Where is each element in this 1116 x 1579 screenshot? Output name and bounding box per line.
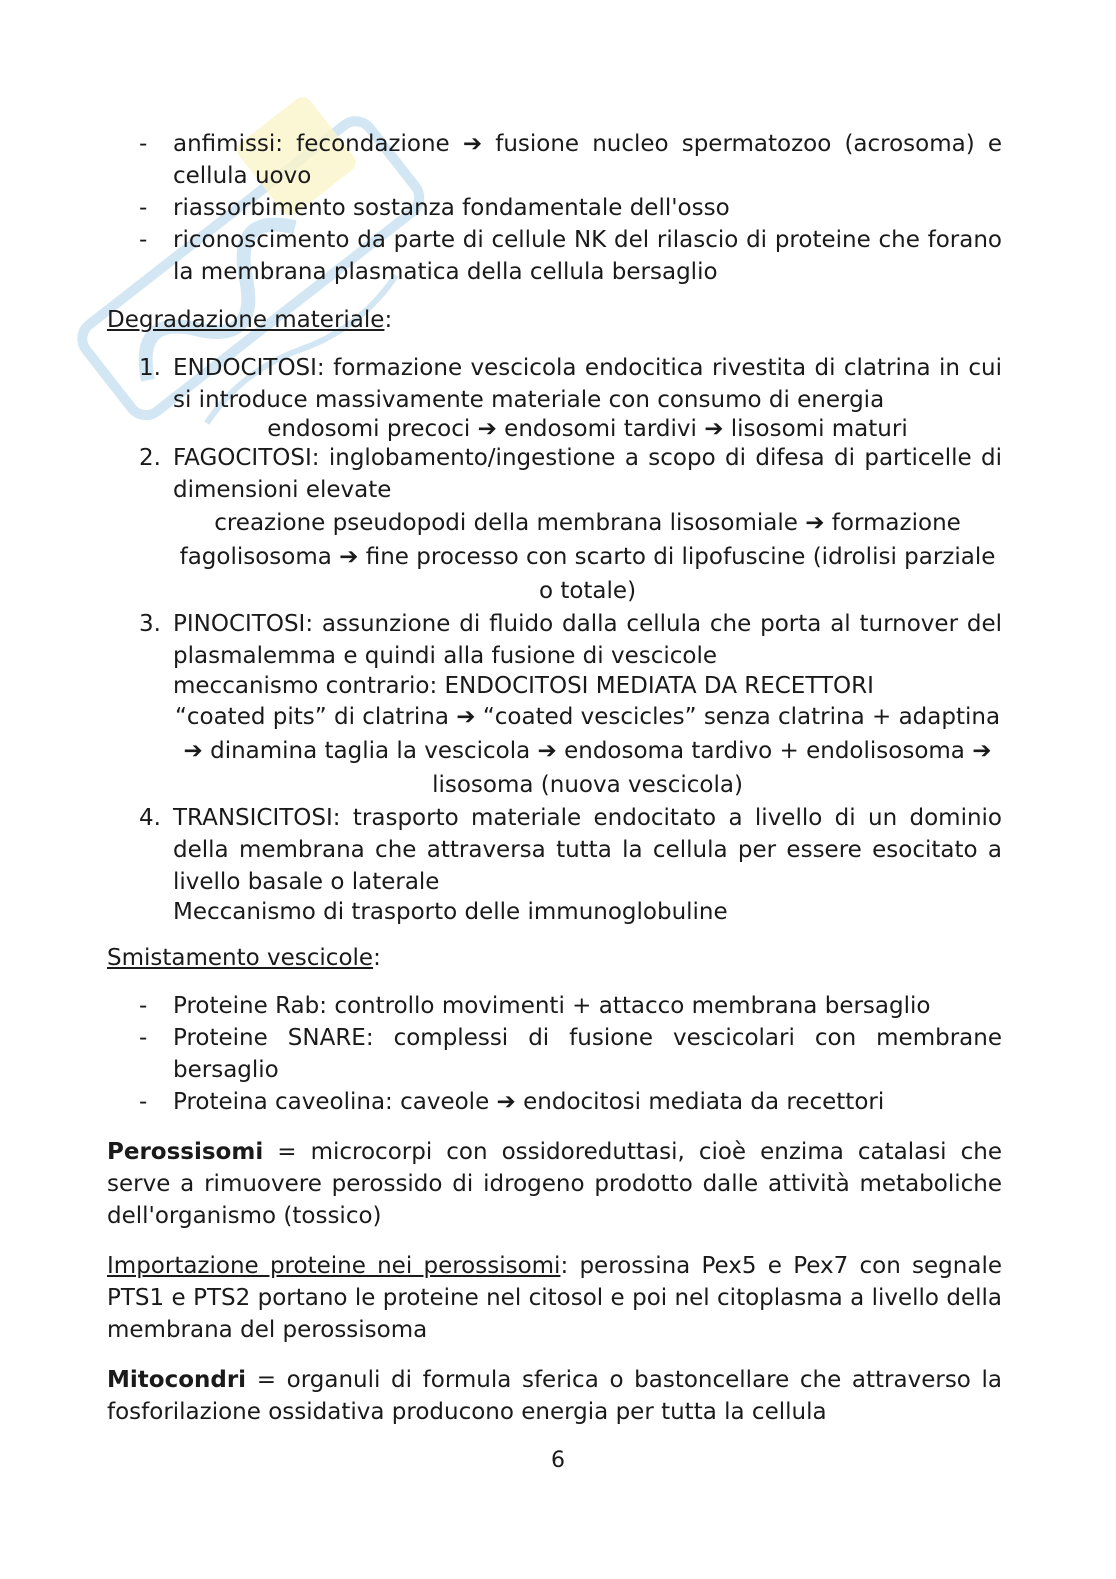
- list-item: 1. ENDOCITOSI: formazione vescicola endocitica rivestita di clatrina in cui si introduce massivamente materiale con consumo di energia endosomi precoci ➔ endosomi tardivi ➔ lisosomi maturi: [139, 355, 1002, 442]
- section-heading-degradazione: Degradazione materiale:: [107, 307, 393, 333]
- arrow-icon: ➔: [462, 131, 483, 157]
- page-number: 6: [551, 1448, 565, 1473]
- paragraph-importazione: Importazione proteine nei perossisomi: perossina Pex5 e Pex7 con segnale PTS1 e PTS2 portano le proteine nel citosol e poi nel citoplasma a livello della membrana del perossisoma: [107, 1253, 1002, 1343]
- list-item: - Proteina caveolina: caveole ➔ endocitosi mediata da recettori: [107, 1086, 1002, 1118]
- sorting-bullet-list: [107, 990, 1002, 1118]
- degradation-list: [107, 352, 1002, 926]
- document-body: [107, 128, 1002, 1428]
- list-item: - Proteine Rab: controllo movimenti + attacco membrana bersaglio: [107, 990, 1002, 1022]
- paragraph-mitocondri: Mitocondri = organuli di formula sferica o bastoncellare che attraverso la fosforilazione ossidativa producono energia per tutta la cellula: [107, 1367, 1002, 1425]
- list-item: - riassorbimento sostanza fondamentale dell'osso: [107, 192, 1002, 224]
- list-item: 2. FAGOCITOSI: inglobamento/ingestione a scopo di difesa di particelle di dimensioni elevate creazione pseudopodi della membrana lisosomiale ➔ formazione fagolisosoma ➔ fine processo con scarto di lipofuscine (idrolisi parziale o totale): [139, 445, 1002, 604]
- list-item: 4. TRANSICITOSI: trasporto materiale endocitato a livello di un dominio della membrana che attraversa tutta la cellula per essere esocitato a livello basale o laterale Meccanismo di trasporto delle immunoglobuline: [139, 805, 1002, 925]
- list-item: - riconoscimento da parte di cellule NK del rilascio di proteine che forano la membrana plasmatica della cellula bersaglio: [107, 224, 1002, 288]
- list-item: 3. PINOCITOSI: assunzione di fluido dalla cellula che porta al turnover del plasmalemma e quindi alla fusione di vescicole meccanismo contrario: ENDOCITOSI MEDIATA DA RECETTORI “coated pits” di clatrina ➔ “coated vescicles” senza clatrina + adaptina ➔ dinamina taglia la vescicola ➔ endosoma tardivo + endolisosoma ➔ lisosoma (nuova vescicola): [139, 611, 1002, 798]
- paragraph-perossisomi: Perossisomi = microcorpi con ossidoreduttasi, cioè enzima catalasi che serve a rimuovere perossido di idrogeno prodotto dalle attività metaboliche dell'organismo (tossico): [107, 1139, 1002, 1229]
- list-item: - anfimissi: fecondazione ➔ fusione nucleo spermatozoo (acrosoma) e cellula uovo: [107, 128, 1002, 192]
- list-item: - Proteine SNARE: complessi di fusione vescicolari con membrane bersaglio: [107, 1022, 1002, 1086]
- section-heading-smistamento: Smistamento vescicole:: [107, 945, 381, 971]
- top-bullet-list: [107, 128, 1002, 288]
